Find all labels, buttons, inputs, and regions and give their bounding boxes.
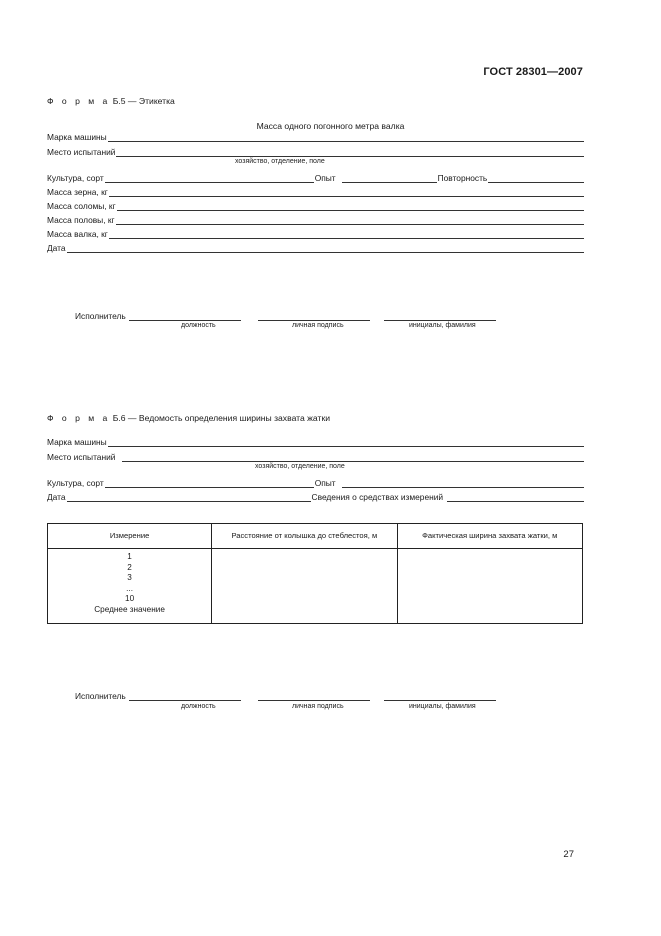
measurement-item: 10 [125,594,135,604]
b5-position-hint: должность [181,322,216,329]
b6-machine-field[interactable] [108,438,584,447]
b5-performer-label: Исполнитель [75,310,126,321]
form-b5-title-prefix: Ф о р м а [47,96,111,106]
b6-machine-row [47,436,584,447]
b5-grain-label: Масса зерна, кг [47,186,108,197]
b5-crop-row [47,172,584,183]
distance-cell[interactable] [212,549,397,624]
b5-name-field[interactable] [384,312,496,321]
b5-crop-field[interactable] [105,174,314,183]
document-id: ГОСТ 28301—2007 [483,66,583,78]
b5-date-row [47,242,584,253]
b5-chaff-label: Масса половы, кг [47,214,115,225]
b5-crop-label: Культура, сорт [47,172,104,183]
b6-sign-hint: личная подпись [292,703,344,710]
b5-trial-field[interactable] [342,174,437,183]
b6-sign-field[interactable] [258,692,370,701]
form-b6-title-rest: Б.6 — Ведомость определения ширины захвата жатки [112,413,331,423]
b5-grain-row [47,186,584,197]
b5-swath-row [47,228,584,239]
measurement-list [48,549,212,624]
header-actual-width: Фактическая ширина захвата жатки, м [397,524,583,549]
b6-trial-field[interactable] [342,479,584,488]
b5-straw-label: Масса соломы, кг [47,200,116,211]
b6-date-field[interactable] [67,493,311,502]
b6-performer-label: Исполнитель [75,690,126,701]
b5-position-field[interactable] [129,312,241,321]
b6-crop-field[interactable] [105,479,314,488]
b5-signature-row [75,310,496,321]
page-number: 27 [563,849,574,860]
b6-trial-label: Опыт [314,477,336,488]
b5-date-field[interactable] [67,244,584,253]
measurement-item: 1 [127,552,132,561]
b6-place-field[interactable] [122,453,584,462]
b6-name-hint: инициалы, фамилия [409,703,476,710]
b5-machine-row [47,131,584,142]
measurement-average: Среднее значение [94,604,165,614]
b5-date-label: Дата [47,242,66,253]
form-b6-title-prefix: Ф о р м а [47,413,111,423]
b5-place-row [47,146,584,157]
form-b6-title [47,413,330,423]
b5-chaff-row [47,214,584,225]
b6-date-row [47,491,584,502]
b6-crop-row [47,477,584,488]
b5-swath-field[interactable] [109,230,584,239]
b5-sign-hint: личная подпись [292,322,344,329]
b5-grain-field[interactable] [109,188,584,197]
measurement-item: 2 [127,562,132,572]
b5-place-label: Место испытаний [47,146,116,157]
b6-signature-row [75,690,496,701]
b5-machine-label: Марка машины [47,131,107,142]
b5-straw-row [47,200,584,211]
b5-place-field[interactable] [116,148,584,157]
header-distance: Расстояние от колышка до стеблестоя, м [212,524,397,549]
b6-place-label: Место испытаний [47,451,116,462]
b6-crop-label: Культура, сорт [47,477,104,488]
form-b5-title [47,96,175,106]
b5-repeat-label: Повторность [437,172,488,183]
b6-place-row [47,451,584,462]
table-row [48,549,583,624]
b5-swath-label: Масса валка, кг [47,228,108,239]
b5-repeat-field[interactable] [488,174,584,183]
b5-machine-field[interactable] [108,133,584,142]
measurement-item: 3 [127,573,132,583]
b5-chaff-field[interactable] [116,216,584,225]
b5-place-hint: хозяйство, отделение, поле [235,158,325,165]
header-measurement: Измерение [48,524,212,549]
b6-place-hint: хозяйство, отделение, поле [255,463,345,470]
b6-position-hint: должность [181,703,216,710]
b6-position-field[interactable] [129,692,241,701]
measurement-item: ... [126,583,133,593]
measurement-table-header [48,524,583,549]
form-b5-title-rest: Б.5 — Этикетка [112,96,175,106]
b6-machine-label: Марка машины [47,436,107,447]
b6-instruments-label: Сведения о средствах измерений [311,491,444,502]
actual-width-cell[interactable] [397,549,583,624]
b6-date-label: Дата [47,491,66,502]
b6-name-field[interactable] [384,692,496,701]
b5-name-hint: инициалы, фамилия [409,322,476,329]
b6-instruments-field[interactable] [447,493,584,502]
b5-trial-label: Опыт [314,172,336,183]
b5-sign-field[interactable] [258,312,370,321]
b5-straw-field[interactable] [117,202,584,211]
form-b5-subtitle: Масса одного погонного метра валка [256,121,405,131]
measurement-table [47,523,583,624]
